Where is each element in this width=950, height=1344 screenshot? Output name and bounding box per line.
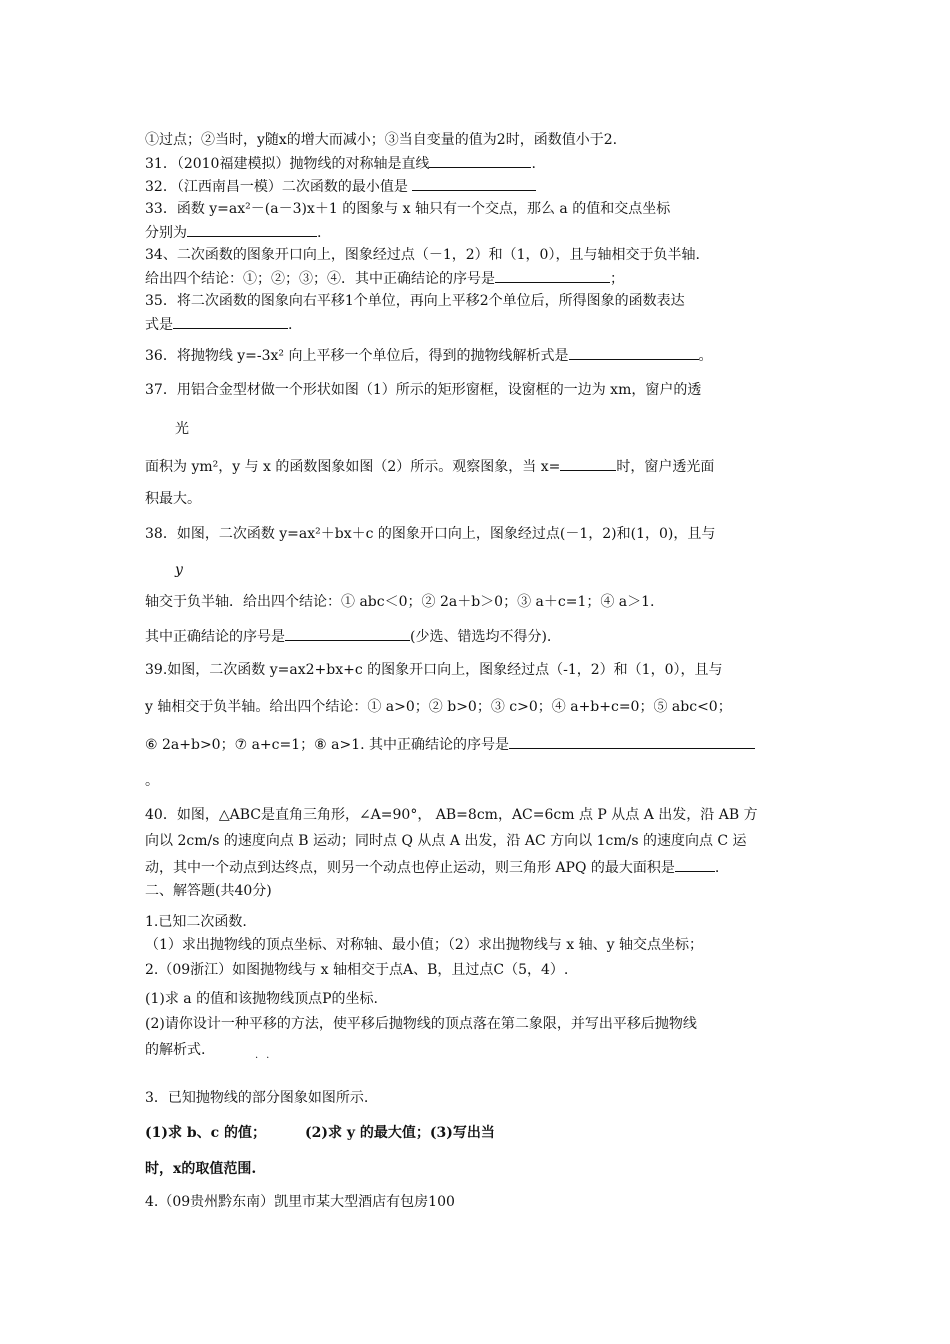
- question-36: 36．将抛物线 y=-3x² 向上平移一个单位后，得到的抛物线解析式是 。: [145, 345, 713, 366]
- question-34-cont: 给出四个结论：①；②；③；④．其中正确结论的序号是 ；: [145, 268, 624, 289]
- question-38-cont: y: [175, 562, 183, 578]
- question-40: 40．如图，△ABC是直角三角形，∠A=90°， AB=8cm，AC=6cm 点 P 从点 A 出发，沿 AB 方: [145, 807, 758, 823]
- answer-blank: [509, 734, 755, 749]
- question-37-cont: 光: [175, 421, 189, 437]
- question-39: 39.如图，二次函数 y=ax2+bx+c 的图象开口向上，图象经过点（-1，2）和（1，0），且与: [145, 662, 723, 678]
- answer-blank: [675, 857, 715, 872]
- question-39-cont: y 轴相交于负半轴。给出四个结论：① a>0；② b>0；③ c>0；④ a+b+c=0；⑤ abc<0；: [145, 699, 732, 715]
- question-38: 38．如图，二次函数 y=ax²＋bx＋c 的图象开口向上，图象经过点(－1，2)和(1，0)，且与: [145, 526, 716, 542]
- question-33: 33．函数 y=ax²－(a－3)x＋1 的图象与 x 轴只有一个交点，那么 a 的值和交点坐标: [145, 201, 671, 217]
- problem-3-parts-cont: 时，x的取值范围.: [145, 1161, 257, 1177]
- problem-2-part-2-cont: 的解析式.: [145, 1042, 206, 1058]
- question-40-cont: 向以 2cm/s 的速度向点 B 运动；同时点 Q 从点 A 出发，沿 AC 方向以 1cm/s 的速度向点 C 运: [145, 833, 747, 849]
- answer-blank: [187, 222, 317, 237]
- problem-3-parts: (1)求 b、c 的值； (2)求 y 的最大值；(3)写出当: [145, 1125, 495, 1141]
- question-35-cont: 式是 .: [145, 314, 292, 335]
- question-40-cont: 动，其中一个动点到达终点，则另一个动点也停止运动，则三角形 APQ 的最大面积是 .: [145, 857, 719, 878]
- problem-3: 3．已知抛物线的部分图象如图所示.: [145, 1090, 369, 1106]
- problem-2: 2.（09浙江）如图抛物线与 x 轴相交于点A、B，且过点C（5，4）.: [145, 962, 569, 978]
- question-35: 35．将二次函数的图象向右平移1个单位，再向上平移2个单位后，所得图象的函数表达: [145, 293, 685, 309]
- answer-blank: [412, 176, 536, 191]
- problem-2-part-2: (2)请你设计一种平移的方法，使平移后抛物线的顶点落在第二象限，并写出平移后抛物线: [145, 1016, 697, 1032]
- answer-blank: [560, 456, 616, 471]
- problem-1-parts: （1）求出抛物线的顶点坐标、对称轴、最小值；（2）求出抛物线与 x 轴、y 轴交点坐标；: [145, 937, 703, 953]
- problem-4: 4.（09贵州黔东南）凯里市某大型酒店有包房100: [145, 1194, 455, 1210]
- answer-blank: [495, 268, 610, 283]
- answer-blank: [173, 314, 288, 329]
- question-38-cont: 其中正确结论的序号是 (少选、错选均不得分).: [145, 626, 551, 647]
- answer-blank: [569, 345, 699, 360]
- question-38-cont: 轴交于负半轴．给出四个结论：① abc＜0；② 2a＋b＞0；③ a＋c=1；④ a＞1.: [145, 594, 655, 610]
- question-32: 32．（江西南昌一模）二次函数的最小值是: [145, 176, 536, 197]
- question-31: 31．（2010福建模拟）抛物线的对称轴是直线 .: [145, 153, 536, 174]
- question-37-cont: 面积为 ym²，y 与 x 的函数图象如图（2）所示。观察图象，当 x= 时，窗户透光面: [145, 456, 714, 477]
- emphasis-dots: ..: [255, 1050, 278, 1061]
- question-33-cont: 分别为 .: [145, 222, 321, 243]
- answer-blank: [285, 626, 410, 641]
- text-line: ①过点；②当时，y随x的增大而减小；③当自变量的值为2时，函数值小于2.: [145, 132, 618, 148]
- section-heading: 二、解答题(共40分): [145, 883, 272, 899]
- answer-blank: [429, 153, 531, 168]
- question-37-cont: 积最大。: [145, 491, 201, 507]
- problem-1: 1.已知二次函数.: [145, 914, 247, 930]
- question-39-cont: ⑥ 2a+b>0；⑦ a+c=1；⑧ a>1. 其中正确结论的序号是: [145, 734, 755, 755]
- question-37: 37．用铝合金型材做一个形状如图（1）所示的矩形窗框，设窗框的一边为 xm，窗户的透: [145, 382, 702, 398]
- question-34: 34、二次函数的图象开口向上，图象经过点（－1，2）和（1，0），且与轴相交于负半轴.: [145, 247, 700, 263]
- problem-2-part-1: (1)求 a 的值和该抛物线顶点P的坐标.: [145, 991, 378, 1007]
- question-39-cont: 。: [145, 773, 159, 789]
